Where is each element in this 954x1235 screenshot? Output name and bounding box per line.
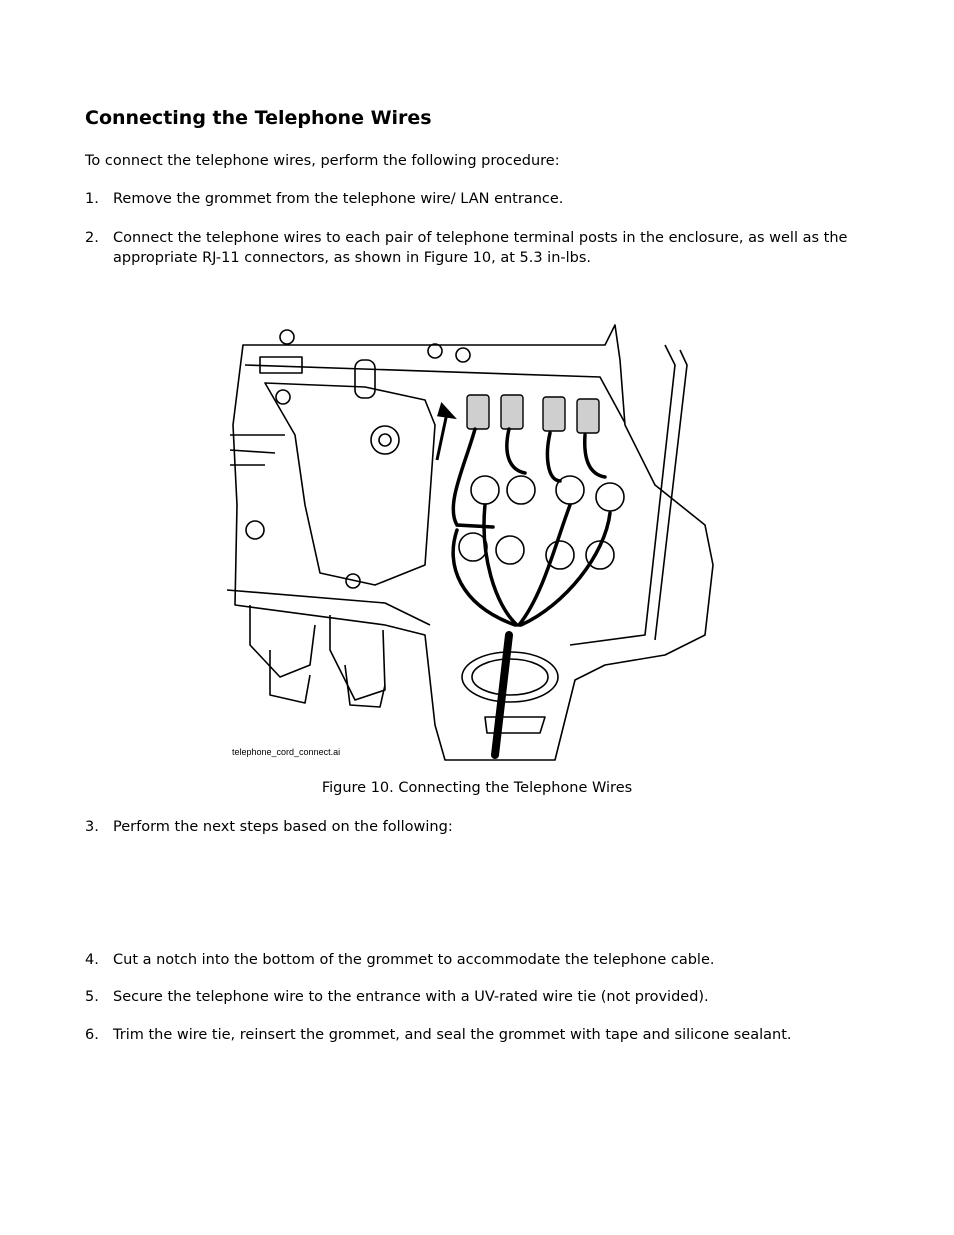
step-1 [85,189,858,209]
step-number: 6. [85,1027,99,1043]
step-number: 3. [85,819,99,835]
step-5 [85,987,858,1007]
step-text: Secure the telephone wire to the entrance with a UV-rated wire tie (not provided). [113,989,709,1005]
intro-paragraph: To connect the telephone wires, perform the following procedure: [85,153,560,169]
section-heading: Connecting the Telephone Wires [85,107,432,129]
step-number: 2. [85,230,99,246]
step-number: 1. [85,191,99,207]
step-text: Perform the next steps based on the following: [113,819,453,835]
step-text: Connect the telephone wires to each pair of telephone terminal posts in the enclosure, as well as the appropriate RJ-11 connectors, as shown in Figure 10, at 5.3 in-lbs. [113,230,848,266]
step-number: 4. [85,952,99,968]
step-text: Remove the grommet from the telephone wire/ LAN entrance. [113,191,564,207]
figure-caption: Figure 10. Connecting the Telephone Wires [321,780,633,796]
step-6 [85,1025,858,1045]
step-2 [85,228,858,268]
step-text: Cut a notch into the bottom of the grommet to accommodate the telephone cable. [113,952,715,968]
telephone-wiring-figure [225,305,725,770]
step-text: Trim the wire tie, reinsert the grommet, and seal the grommet with tape and silicone sealant. [113,1027,792,1043]
step-3 [85,817,858,837]
step-4 [85,950,858,970]
figure-file-label: telephone_cord_connect.ai [232,747,341,757]
step-number: 5. [85,989,99,1005]
